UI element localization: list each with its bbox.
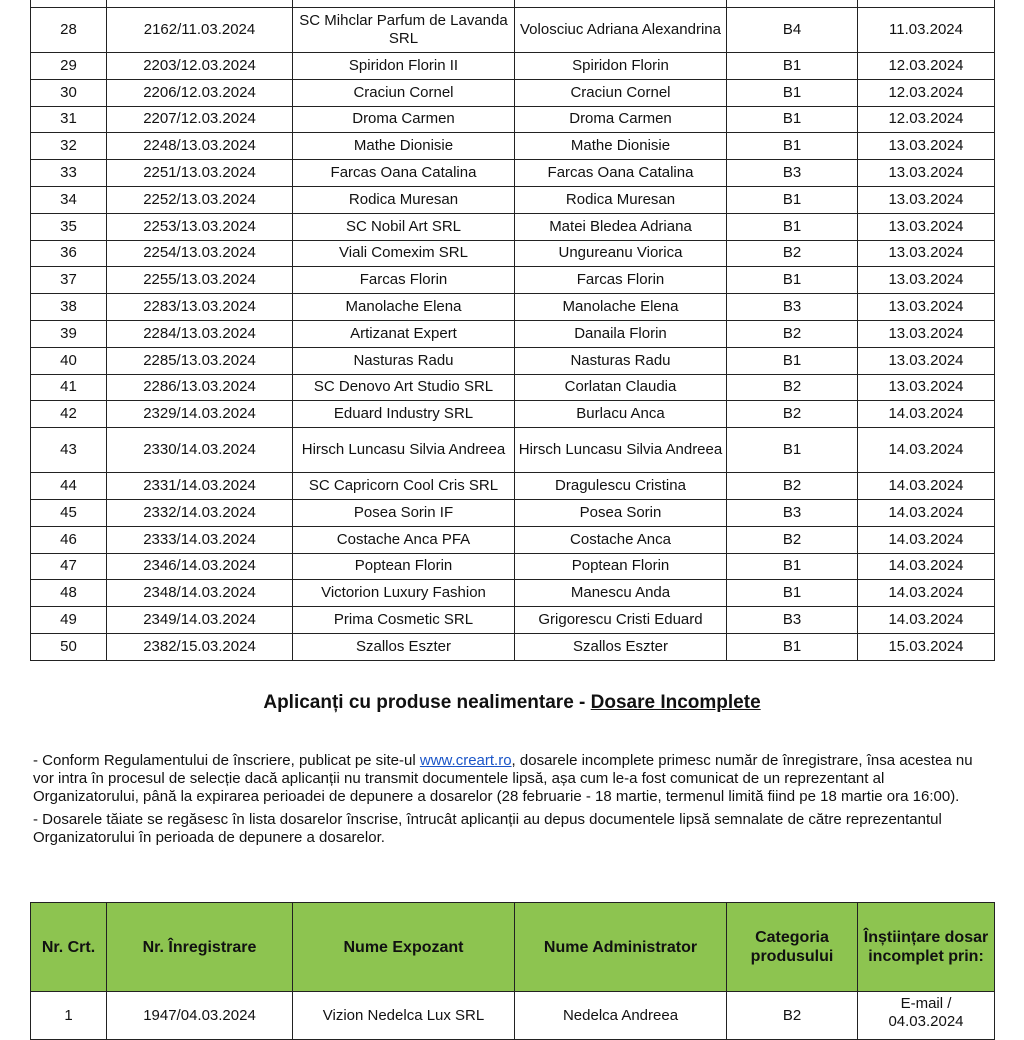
cell-admin: Matei Bledea Adriana — [515, 213, 727, 240]
cell-category: B1 — [727, 267, 858, 294]
cell-category: B1 — [727, 79, 858, 106]
cell-expozant: Victorion Luxury Fashion — [293, 580, 515, 607]
cell-reg — [107, 0, 293, 8]
cell-admin: Danaila Florin — [515, 320, 727, 347]
cell-category: B2 — [727, 374, 858, 401]
table-row — [31, 526, 995, 553]
cell-admin: Ungureanu Viorica — [515, 240, 727, 267]
cell-nr: 31 — [31, 106, 107, 133]
cell-date: 14.03.2024 — [858, 499, 995, 526]
cell-date: 13.03.2024 — [858, 294, 995, 321]
cell-date: 12.03.2024 — [858, 106, 995, 133]
cell-category: B2 — [727, 401, 858, 428]
table-header-row — [31, 903, 995, 992]
header-nr-crt: Nr. Crt. — [31, 903, 107, 992]
cell-reg: 2251/13.03.2024 — [107, 160, 293, 187]
cell-date: 13.03.2024 — [858, 133, 995, 160]
table-row — [31, 8, 995, 53]
cell-nr: 36 — [31, 240, 107, 267]
cell-category: B2 — [727, 473, 858, 500]
cell-nr: 42 — [31, 401, 107, 428]
cell-expozant: Farcas Florin — [293, 267, 515, 294]
cell-nr: 32 — [31, 133, 107, 160]
cell-admin: Corlatan Claudia — [515, 374, 727, 401]
cell-expozant: Nasturas Radu — [293, 347, 515, 374]
cell-category: B1 — [727, 580, 858, 607]
cell-admin: Dragulescu Cristina — [515, 473, 727, 500]
cell-expozant: Spiridon Florin II — [293, 53, 515, 80]
cell-expozant — [293, 0, 515, 8]
cell-date: 14.03.2024 — [858, 553, 995, 580]
cell-date: 14.03.2024 — [858, 401, 995, 428]
table-row — [31, 160, 995, 187]
table-row — [31, 580, 995, 607]
cell-reg: 2329/14.03.2024 — [107, 401, 293, 428]
cell-category: B1 — [727, 186, 858, 213]
cell-admin: Manescu Anda — [515, 580, 727, 607]
cell-reg: 2162/11.03.2024 — [107, 8, 293, 53]
cell-reg: 2330/14.03.2024 — [107, 428, 293, 473]
cell-reg: 2286/13.03.2024 — [107, 374, 293, 401]
table-row — [31, 499, 995, 526]
cell-nr — [31, 0, 107, 8]
table-row — [31, 473, 995, 500]
cell-date: 14.03.2024 — [858, 526, 995, 553]
cell-reg: 2284/13.03.2024 — [107, 320, 293, 347]
cell-nr: 41 — [31, 374, 107, 401]
cell-category: B3 — [727, 499, 858, 526]
cell-expozant: SC Nobil Art SRL — [293, 213, 515, 240]
cell-admin: Volosciuc Adriana Alexandrina — [515, 8, 727, 53]
header-instiintare: Înștiințare dosar incomplet prin: — [858, 903, 995, 992]
table-row — [31, 294, 995, 321]
cell-reg: 2207/12.03.2024 — [107, 106, 293, 133]
table-row — [31, 428, 995, 473]
table-row — [31, 240, 995, 267]
cell-date: 13.03.2024 — [858, 374, 995, 401]
cell-category: B2 — [727, 992, 858, 1040]
cell-date: 14.03.2024 — [858, 580, 995, 607]
cell-category: B3 — [727, 607, 858, 634]
cell-expozant: Rodica Muresan — [293, 186, 515, 213]
section-title-underlined: Dosare Incomplete — [590, 692, 761, 713]
cell-reg: 2382/15.03.2024 — [107, 633, 293, 660]
table-row — [31, 133, 995, 160]
cell-notice: E-mail / 04.03.2024 — [858, 992, 995, 1040]
cell-date: 13.03.2024 — [858, 240, 995, 267]
cell-expozant: SC Capricorn Cool Cris SRL — [293, 473, 515, 500]
cell-category: B4 — [727, 8, 858, 53]
cell-date: 11.03.2024 — [858, 8, 995, 53]
table-row — [31, 553, 995, 580]
cell-expozant: Szallos Eszter — [293, 633, 515, 660]
cell-reg: 2285/13.03.2024 — [107, 347, 293, 374]
cell-admin: Costache Anca — [515, 526, 727, 553]
note-paragraph-1 — [33, 752, 993, 806]
cell-expozant: Posea Sorin IF — [293, 499, 515, 526]
cell-expozant: Hirsch Luncasu Silvia Andreea — [293, 428, 515, 473]
cell-nr: 1 — [31, 992, 107, 1040]
cell-nr: 44 — [31, 473, 107, 500]
cell-expozant: Prima Cosmetic SRL — [293, 607, 515, 634]
cell-category: B2 — [727, 240, 858, 267]
cell-reg: 2255/13.03.2024 — [107, 267, 293, 294]
cell-admin: Posea Sorin — [515, 499, 727, 526]
cell-expozant: Craciun Cornel — [293, 79, 515, 106]
header-categoria: Categoria produsului — [727, 903, 858, 992]
cell-date: 12.03.2024 — [858, 53, 995, 80]
cell-nr: 39 — [31, 320, 107, 347]
cell-nr: 35 — [31, 213, 107, 240]
cell-admin: Farcas Oana Catalina — [515, 160, 727, 187]
cell-date: 14.03.2024 — [858, 473, 995, 500]
cell-admin: Farcas Florin — [515, 267, 727, 294]
cell-reg: 2283/13.03.2024 — [107, 294, 293, 321]
cell-admin: Craciun Cornel — [515, 79, 727, 106]
creart-link[interactable]: www.creart.ro — [419, 752, 512, 769]
cell-nr: 33 — [31, 160, 107, 187]
note-paragraph-2: - Dosarele tăiate se regăsesc în lista dosarelor înscrise, întrucât aplicanții au depus documentele lipsă semnalate de către reprezentantul Organizatorului în perioada de depunere a dosarelor. — [33, 811, 942, 846]
cell-nr: 37 — [31, 267, 107, 294]
cell-date — [858, 0, 995, 8]
cell-expozant: SC Denovo Art Studio SRL — [293, 374, 515, 401]
table-row — [31, 633, 995, 660]
cell-category: B1 — [727, 133, 858, 160]
table-row — [31, 401, 995, 428]
cell-nr: 43 — [31, 428, 107, 473]
cell-category: B1 — [727, 633, 858, 660]
cell-category: B2 — [727, 526, 858, 553]
cell-expozant: Eduard Industry SRL — [293, 401, 515, 428]
cell-admin: Poptean Florin — [515, 553, 727, 580]
cell-reg: 2332/14.03.2024 — [107, 499, 293, 526]
notes — [33, 752, 993, 852]
table-row — [31, 347, 995, 374]
cell-nr: 38 — [31, 294, 107, 321]
cell-category: B1 — [727, 553, 858, 580]
cell-admin: Manolache Elena — [515, 294, 727, 321]
cell-expozant: Viali Comexim SRL — [293, 240, 515, 267]
section-title — [0, 692, 1024, 714]
cell-nr: 46 — [31, 526, 107, 553]
cell-admin: Nedelca Andreea — [515, 992, 727, 1040]
cell-reg: 2348/14.03.2024 — [107, 580, 293, 607]
cell-nr: 28 — [31, 8, 107, 53]
cell-expozant: Costache Anca PFA — [293, 526, 515, 553]
cell-category: B3 — [727, 160, 858, 187]
cell-date: 14.03.2024 — [858, 607, 995, 634]
cell-date: 13.03.2024 — [858, 186, 995, 213]
cell-expozant: SC Mihclar Parfum de Lavanda SRL — [293, 8, 515, 53]
cell-reg: 2333/14.03.2024 — [107, 526, 293, 553]
cell-reg: 2206/12.03.2024 — [107, 79, 293, 106]
cell-category: B1 — [727, 428, 858, 473]
cell-date: 13.03.2024 — [858, 267, 995, 294]
header-nume-expozant: Nume Expozant — [293, 903, 515, 992]
table-row — [31, 0, 995, 8]
table-row — [31, 267, 995, 294]
cell-nr: 45 — [31, 499, 107, 526]
table-row — [31, 186, 995, 213]
cell-reg: 2331/14.03.2024 — [107, 473, 293, 500]
cell-date: 13.03.2024 — [858, 160, 995, 187]
note-text: , dosarele incomplete primesc număr de înregistrare, însa acestea nu vor intra în procesul de selecție dacă aplicanții nu transmit documentele lipsă, așa cum le-a fost comunicat de un reprezentant al Organizatorului, până la expirarea perioadei de depunere a dosarelor (28 februarie - 18 martie, termenul limită fiind pe 18 martie ora 16:00). — [33, 752, 973, 805]
cell-admin: Hirsch Luncasu Silvia Andreea — [515, 428, 727, 473]
table-row — [31, 992, 995, 1040]
cell-reg: 1947/04.03.2024 — [107, 992, 293, 1040]
cell-expozant: Vizion Nedelca Lux SRL — [293, 992, 515, 1040]
cell-category: B1 — [727, 213, 858, 240]
header-nr-inregistrare: Nr. Înregistrare — [107, 903, 293, 992]
cell-category: B2 — [727, 320, 858, 347]
cell-admin: Szallos Eszter — [515, 633, 727, 660]
cell-category — [727, 0, 858, 8]
table-row — [31, 320, 995, 347]
cell-reg: 2252/13.03.2024 — [107, 186, 293, 213]
cell-admin: Burlacu Anca — [515, 401, 727, 428]
cell-admin: Spiridon Florin — [515, 53, 727, 80]
cell-reg: 2346/14.03.2024 — [107, 553, 293, 580]
cell-reg: 2203/12.03.2024 — [107, 53, 293, 80]
cell-reg: 2349/14.03.2024 — [107, 607, 293, 634]
section-title-prefix: Aplicanți cu produse nealimentare - — [263, 692, 591, 713]
incomplete-files-table — [30, 902, 995, 1040]
cell-category: B3 — [727, 294, 858, 321]
cell-date: 15.03.2024 — [858, 633, 995, 660]
cell-category: B1 — [727, 347, 858, 374]
cell-expozant: Manolache Elena — [293, 294, 515, 321]
cell-category: B1 — [727, 53, 858, 80]
cell-date: 14.03.2024 — [858, 428, 995, 473]
cell-date: 13.03.2024 — [858, 320, 995, 347]
cell-category: B1 — [727, 106, 858, 133]
cell-admin: Grigorescu Cristi Eduard — [515, 607, 727, 634]
cell-nr: 40 — [31, 347, 107, 374]
registered-applicants-table — [30, 0, 995, 661]
table-row — [31, 607, 995, 634]
cell-reg: 2254/13.03.2024 — [107, 240, 293, 267]
table-row — [31, 213, 995, 240]
cell-reg: 2248/13.03.2024 — [107, 133, 293, 160]
cell-admin: Rodica Muresan — [515, 186, 727, 213]
cell-nr: 34 — [31, 186, 107, 213]
header-nume-administrator: Nume Administrator — [515, 903, 727, 992]
note-text: - Conform Regulamentului de înscriere, publicat pe site-ul — [33, 752, 420, 769]
table-row — [31, 79, 995, 106]
cell-nr: 48 — [31, 580, 107, 607]
cell-date: 13.03.2024 — [858, 213, 995, 240]
cell-expozant: Artizanat Expert — [293, 320, 515, 347]
cell-admin: Mathe Dionisie — [515, 133, 727, 160]
cell-nr: 49 — [31, 607, 107, 634]
cell-expozant: Droma Carmen — [293, 106, 515, 133]
cell-date: 12.03.2024 — [858, 79, 995, 106]
cell-admin — [515, 0, 727, 8]
cell-admin: Nasturas Radu — [515, 347, 727, 374]
table-row — [31, 106, 995, 133]
cell-expozant: Mathe Dionisie — [293, 133, 515, 160]
cell-expozant: Poptean Florin — [293, 553, 515, 580]
cell-date: 13.03.2024 — [858, 347, 995, 374]
cell-nr: 47 — [31, 553, 107, 580]
cell-nr: 29 — [31, 53, 107, 80]
table-row — [31, 53, 995, 80]
cell-reg: 2253/13.03.2024 — [107, 213, 293, 240]
cell-nr: 50 — [31, 633, 107, 660]
cell-nr: 30 — [31, 79, 107, 106]
cell-expozant: Farcas Oana Catalina — [293, 160, 515, 187]
cell-admin: Droma Carmen — [515, 106, 727, 133]
table-row — [31, 374, 995, 401]
